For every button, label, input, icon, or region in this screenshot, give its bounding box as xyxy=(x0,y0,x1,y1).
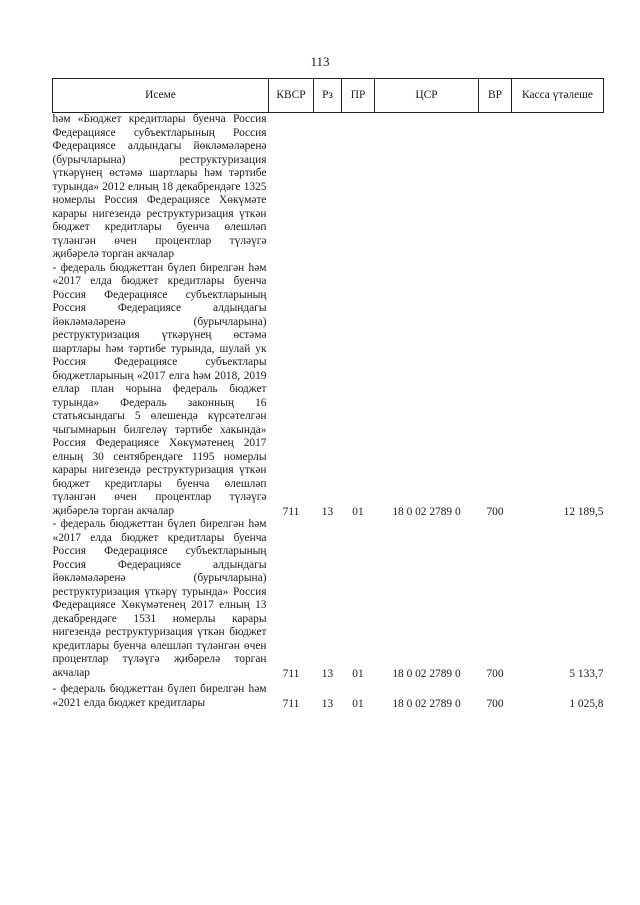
row-kvsr xyxy=(269,113,314,262)
row-kvsr: 711 xyxy=(282,668,300,680)
header-vr: ВР xyxy=(479,79,512,113)
row-pr: 01 xyxy=(352,506,364,518)
table-row xyxy=(53,680,604,710)
header-name: Исеме xyxy=(53,79,269,113)
row-pr: 01 xyxy=(352,668,364,680)
row-kvsr: 711 xyxy=(282,698,300,710)
row-csr: 18 0 02 2789 0 xyxy=(392,506,461,518)
row-description: - федераль бюджеттан бүлеп бирелгән һәм «2021 елда бюджет кредитлары xyxy=(52,683,267,709)
budget-table xyxy=(52,78,604,710)
row-amount: 1 025,8 xyxy=(569,698,604,710)
row-rz xyxy=(314,113,342,262)
table-row xyxy=(53,518,604,680)
row-vr xyxy=(479,113,512,262)
row-csr: 18 0 02 2789 0 xyxy=(392,698,461,710)
header-pr: ПР xyxy=(342,79,375,113)
table-row xyxy=(53,262,604,519)
row-csr: 18 0 02 2789 0 xyxy=(392,668,461,680)
row-pr: 01 xyxy=(352,698,364,710)
header-rz: Рз xyxy=(314,79,342,113)
header-csr: ЦСР xyxy=(375,79,479,113)
header-kassa: Касса үтәлеше xyxy=(512,79,604,113)
row-rz: 13 xyxy=(321,698,334,710)
row-description: һәм «Бюджет кредитлары буенча Россия Федерациясе субъектларының Россия Федерациясе алдындагы йөкләмәләренә (бурычларына) реструктуризация үткәрүнең өстәмә шартлары һәм тәртибе турында» 2012 елның 18 декабрендәге 1325 номерлы Россия Федерациясе Хөкүмәте карары нигезендә реструктуризация үткән бюджет кредитлары буенча өлешләп түләнгән өчен процентлар түләүгә җибәрелә торган акчалар xyxy=(52,113,267,260)
row-vr: 700 xyxy=(486,506,504,518)
table-header xyxy=(53,79,604,113)
row-rz: 13 xyxy=(321,668,334,680)
row-rz: 13 xyxy=(321,506,334,518)
page-number: 113 xyxy=(310,54,330,69)
row-kvsr: 711 xyxy=(282,506,300,518)
row-amount: 5 133,7 xyxy=(569,668,604,680)
row-vr: 700 xyxy=(486,668,504,680)
header-kvsr: КВСР xyxy=(269,79,314,113)
row-amount xyxy=(512,113,604,262)
row-vr: 700 xyxy=(486,698,504,710)
row-amount: 12 189,5 xyxy=(563,506,604,518)
row-description: - федераль бюджеттан бүлеп бирелгән һәм «2017 елда бюджет кредитлары буенча Россия Федерациясе субъектларының Россия Федерациясе алдындагы йөкләмәләренә (бурычларына) реструктуризация үткәрү турында» Россия Федерациясе Хөкүмәтенең 2017 елның 13 декабрендәге 1531 номерлы карары нигезендә реструктуризация үткән бюджет кредитлары буенча өлешләп түләнгән өчен процентлар түләүгә җибәрелә торган акчалар xyxy=(52,518,267,679)
row-csr xyxy=(375,113,479,262)
row-pr xyxy=(342,113,375,262)
row-description: - федераль бюджеттан бүлеп бирелгән һәм «2017 елда бюджет кредитлары буенча Россия Федерациясе субъектларының Россия Федерациясе алдындагы йөкләмәләренә (бурычларына) реструктуризация үткәрүнең өстәмә шартлары һәм тәртибе турында, шулай ук Россия Федерациясе субъектлары бюджетларының «2017 елга һәм 2018, 2019 еллар план чорына федераль бюджет турында» Федераль законның 16 статьясындагы 5 өлешендә күрсәтелгән чыгымнарын билгеләү тәртибе хакында» Россия Федерациясе Хөкүмәтенең 2017 елның 30 сентябрендәге 1195 номерлы карары нигезендә реструктуризация үткән бюджет кредитлары буенча өлешләп түләнгән өчен процентлар түләүгә җибәрелә торган акчалар xyxy=(52,261,267,517)
table-row xyxy=(53,113,604,262)
